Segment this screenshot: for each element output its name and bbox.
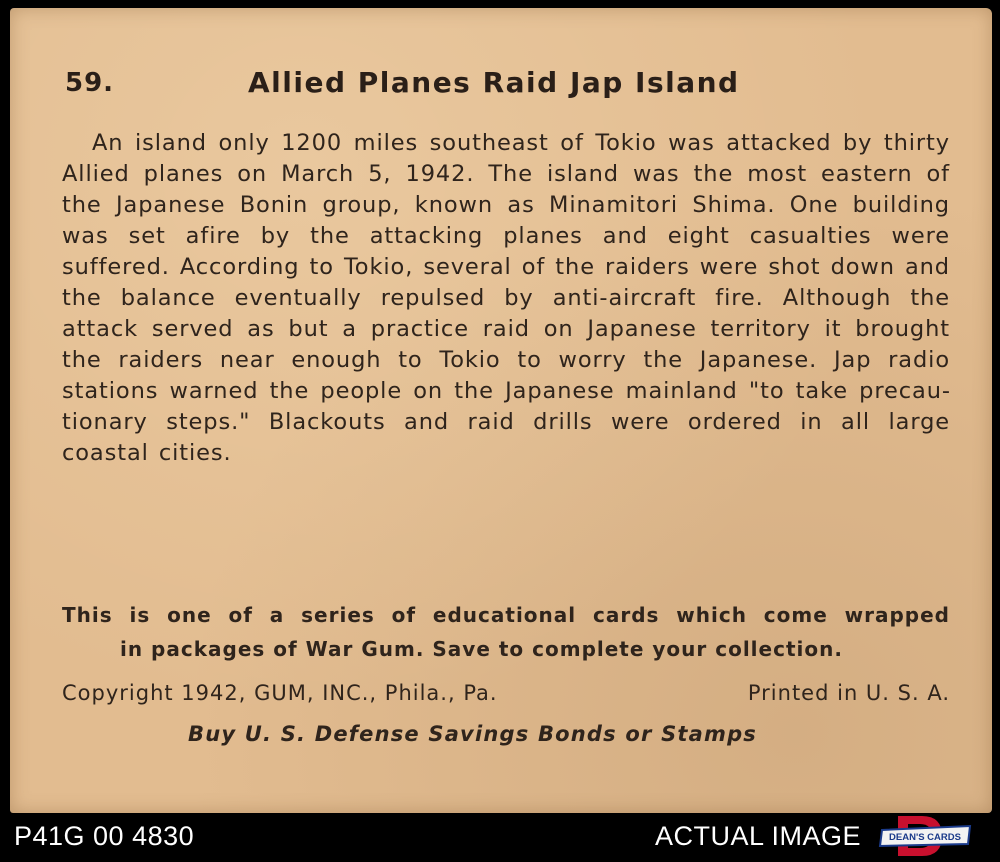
promo-line-1: This is one of a series of educational cards which come wrapped (62, 603, 950, 627)
card-description: An island only 1200 miles southeast of Tokio was attacked by thirty Allied planes on March 5, 1942. The island was the most eastern of the Japanese Bonin group, known as Minamitori Shima. One building was set afire by the attacking planes and eight casualties were suffered. According to Tokio, several of the raiders were shot down and the balance eventually repulsed by anti-aircraft fire. Although the attack served as but a practice raid on Japanese territory it brought the raiders near enough to Tokio to worry the Japanese. Jap radio stations warned the people on the Japanese mainland "to take precautionary steps." Blackouts and raid drills were ordered in all large coastal cities. (62, 130, 950, 466)
card-number: 59. (65, 68, 115, 98)
item-code-caption: P41G 00 4830 (14, 821, 195, 851)
deans-cards-logo-icon (876, 814, 976, 858)
bonds-slogan: Buy U. S. Defense Savings Bonds or Stamps (188, 722, 758, 746)
actual-image-caption: ACTUAL IMAGE (655, 821, 862, 851)
logo-text: DEAN'S CARDS (889, 832, 961, 843)
copyright-text: Copyright 1942, GUM, INC., Phila., Pa. (62, 681, 498, 705)
card-back (10, 8, 992, 813)
printed-in-text: Printed in U. S. A. (747, 681, 950, 705)
promo-text (62, 598, 950, 666)
deans-cards-logo-graphic (876, 814, 976, 858)
promo-line-2: in packages of War Gum. Save to complete your collection. (120, 637, 843, 661)
card-title: Allied Planes Raid Jap Island (248, 66, 740, 99)
